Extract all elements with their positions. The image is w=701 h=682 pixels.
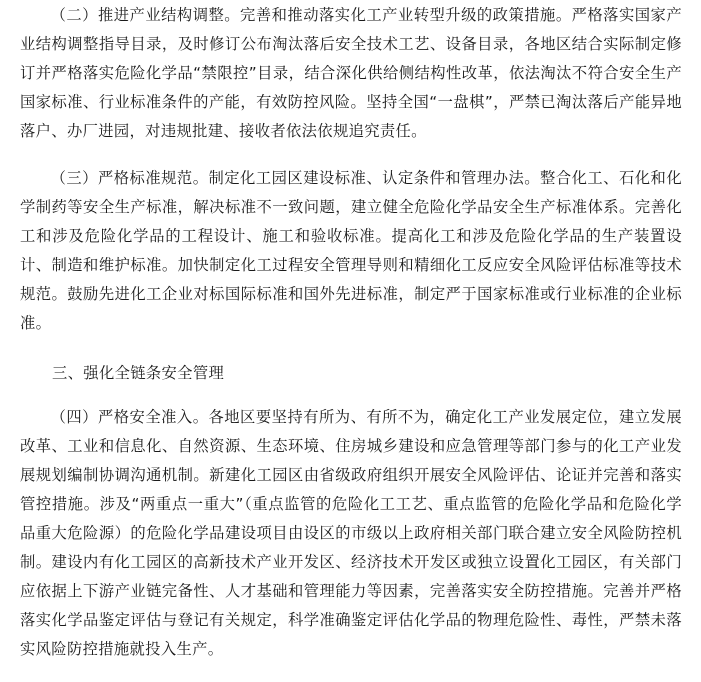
paragraph-safety-access: （四）严格安全准入。各地区要坚持有所为、有所不为，确定化工产业发展定位，建立发展改革、工业和信息化、自然资源、生态环境、住房城乡建设和应急管理等部门参与的化工产业发展规划编制协调沟通机制。新建化工园区由省级政府组织开展安全风险评估、论证并完善和落实管控措施。涉及“两重点一重大”（重点监管的危险化工工艺、重点监管的危险化学品和危险化学品重大危险源）的危险化学品建设项目由设区的市级以上政府相关部门联合建立安全风险防控机制。建设内有化工园区的高新技术产业开发区、经济技术开发区或独立设置化工园区，有关部门应依据上下游产业链完备性、人才基础和管理能力等因素，完善落实安全防控措施。完善并严格落实化学品鉴定评估与登记有关规定，科学准确鉴定评估化学品的物理危险性、毒性，严禁未落实风险防控措施就投入生产。 <box>20 408 682 658</box>
paragraph-industrial-structure-adjustment: （二）推进产业结构调整。完善和推动落实化工产业转型升级的政策措施。严格落实国家产业结构调整指导目录，及时修订公布淘汰落后安全技术工艺、设备目录，各地区结合实际制定修订并严格落实危险化学品“禁限控”目录，结合深化供给侧结构性改革，依法淘汰不符合安全生产国家标准、行业标准条件的产能，有效防控风险。坚持全国“一盘棋”，严禁已淘汰落后产能异地落户、办厂进园，对违规批建、接收者依法依规追究责任。 <box>20 6 682 140</box>
section-heading: 三、强化全链条安全管理 <box>52 364 225 382</box>
paragraph-strict-standards: （三）严格标准规范。制定化工园区建设标准、认定条件和管理办法。整合化工、石化和化学制药等安全生产标准，解决标准不一致问题，建立健全危险化学品安全生产标准体系。完善化工和涉及危险化学品的工程设计、施工和验收标准。提高化工和涉及危险化学品的生产装置设计、制造和维护标准。加快制定化工过程安全管理导则和精细化工反应安全风险评估标准等技术规范。鼓励先进化工企业对标国际标准和国外先进标准，制定严于国家标准或行业标准的企业标准。 <box>20 169 682 332</box>
